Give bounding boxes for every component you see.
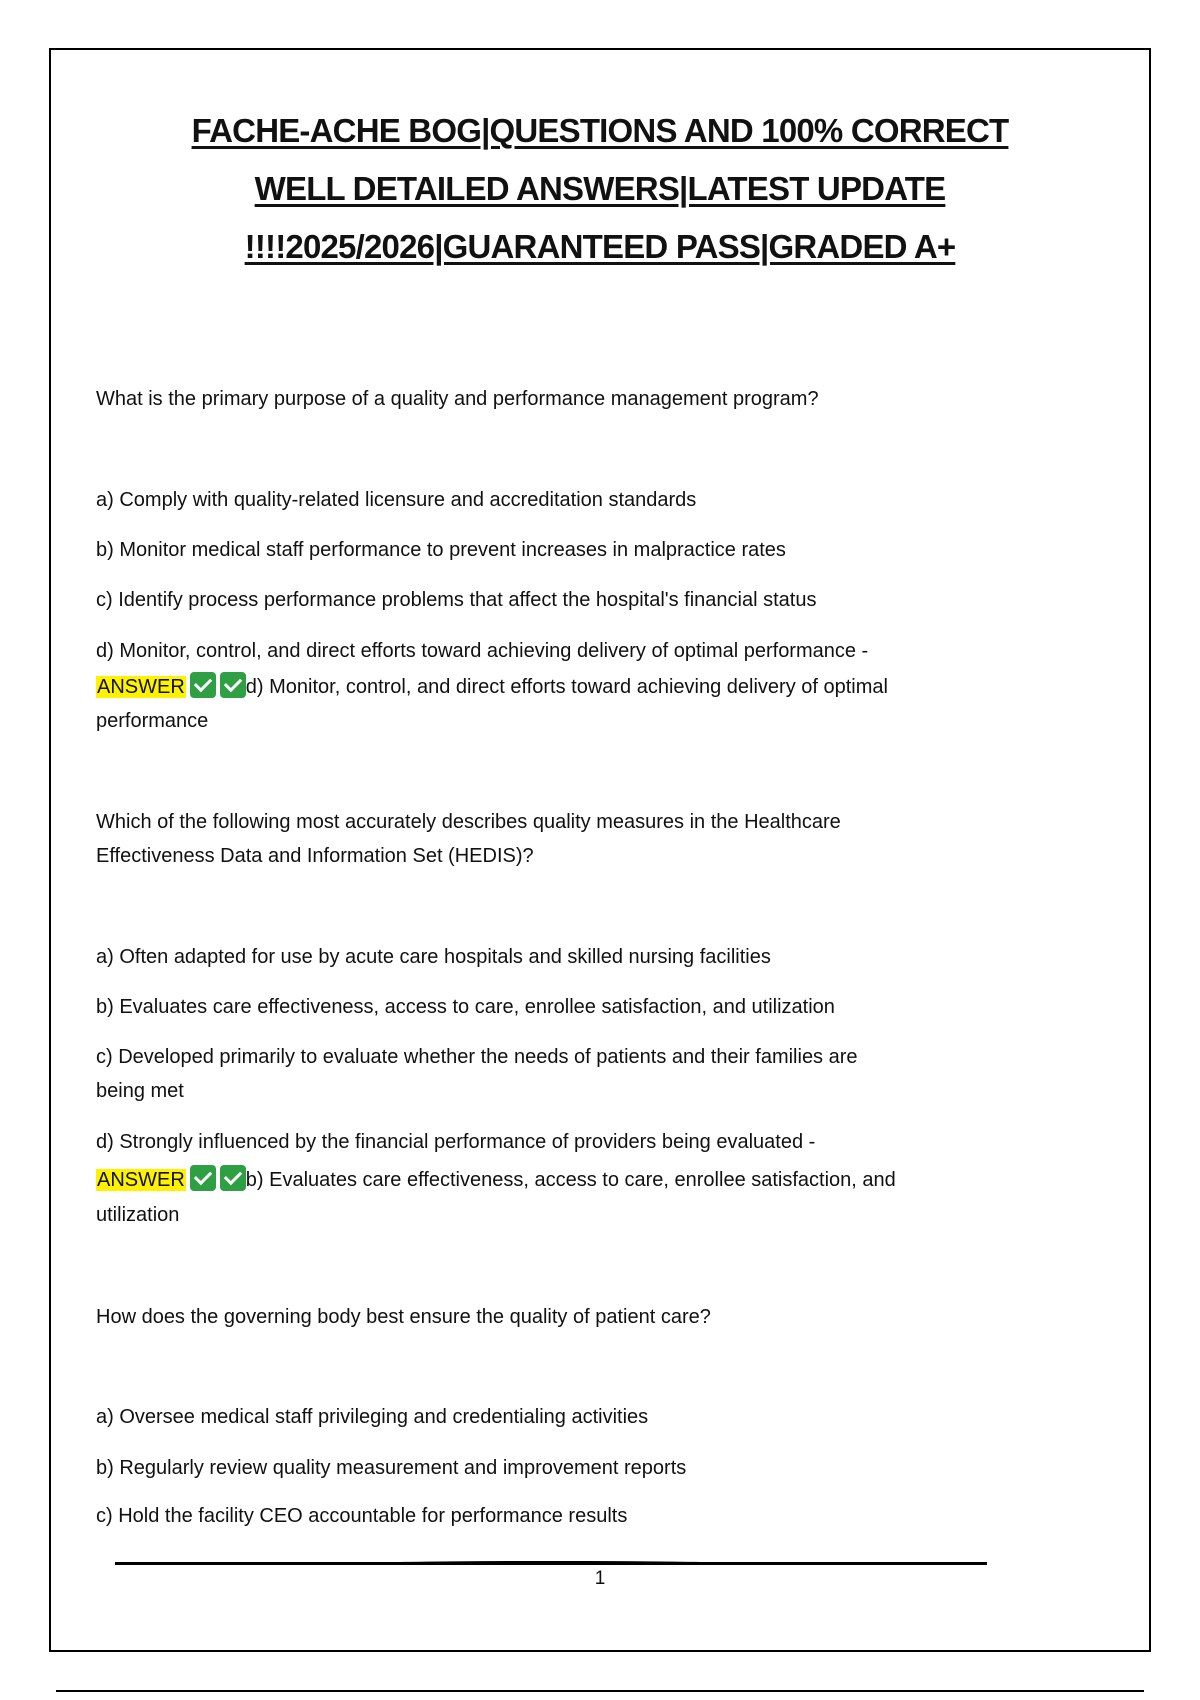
answer-label: ANSWER (97, 1169, 185, 1191)
q1-answer-continuation: performance (96, 710, 209, 732)
q1-answer-text: d) Monitor, control, and direct efforts toward achieving delivery of optimal (245, 676, 888, 698)
q2-option-c-line-2: being met (96, 1080, 184, 1102)
q1-option-b: b) Monitor medical staff performance to prevent increases in malpractice rates (96, 539, 786, 561)
answer-label: ANSWER (97, 676, 185, 698)
next-page-edge (56, 1690, 1144, 1692)
q2-answer-line (96, 1163, 1036, 1197)
question-1-text: What is the primary purpose of a quality and performance management program? (96, 388, 819, 410)
q1-option-c: c) Identify process performance problems that affect the hospital's financial status (96, 589, 817, 611)
q2-option-b: b) Evaluates care effectiveness, access to care, enrollee satisfaction, and utilization (96, 996, 835, 1018)
q1-option-d: d) Monitor, control, and direct efforts toward achieving delivery of optimal performance - (96, 640, 869, 662)
document-title (0, 102, 1200, 276)
q3-option-a: a) Oversee medical staff privileging and credentialing activities (96, 1406, 649, 1428)
q1-option-a: a) Comply with quality-related licensure and accreditation standards (96, 489, 697, 511)
question-3-text: How does the governing body best ensure the quality of patient care? (96, 1306, 711, 1328)
q3-option-c: c) Hold the facility CEO accountable for performance results (96, 1505, 628, 1527)
q2-answer-text: b) Evaluates care effectiveness, access to care, enrollee satisfaction, and (245, 1169, 896, 1191)
check-mark-icon (220, 1165, 246, 1191)
check-mark-icon (190, 1165, 216, 1191)
question-2-line-2: Effectiveness Data and Information Set (HEDIS)? (96, 845, 534, 867)
footer-divider (115, 1562, 987, 1565)
page-number: 1 (594, 1568, 606, 1589)
q2-option-c-line-1: c) Developed primarily to evaluate whether the needs of patients and their families are (96, 1046, 858, 1068)
title-line-1: FACHE-ACHE BOG|QUESTIONS AND 100% CORRECT (191, 112, 1009, 149)
question-2-line-1: Which of the following most accurately describes quality measures in the Healthcare (96, 811, 841, 833)
q2-option-a: a) Often adapted for use by acute care hospitals and skilled nursing facilities (96, 946, 771, 968)
q2-answer-continuation: utilization (96, 1204, 180, 1226)
title-line-2: WELL DETAILED ANSWERS|LATEST UPDATE (254, 170, 946, 207)
q1-answer-line (96, 670, 1036, 704)
q2-option-d: d) Strongly influenced by the financial performance of providers being evaluated - (96, 1131, 816, 1153)
q3-option-b: b) Regularly review quality measurement and improvement reports (96, 1457, 687, 1479)
check-mark-icon (190, 672, 216, 698)
check-mark-icon (220, 672, 246, 698)
title-line-3: !!!!2025/2026|GUARANTEED PASS|GRADED A+ (244, 228, 956, 265)
